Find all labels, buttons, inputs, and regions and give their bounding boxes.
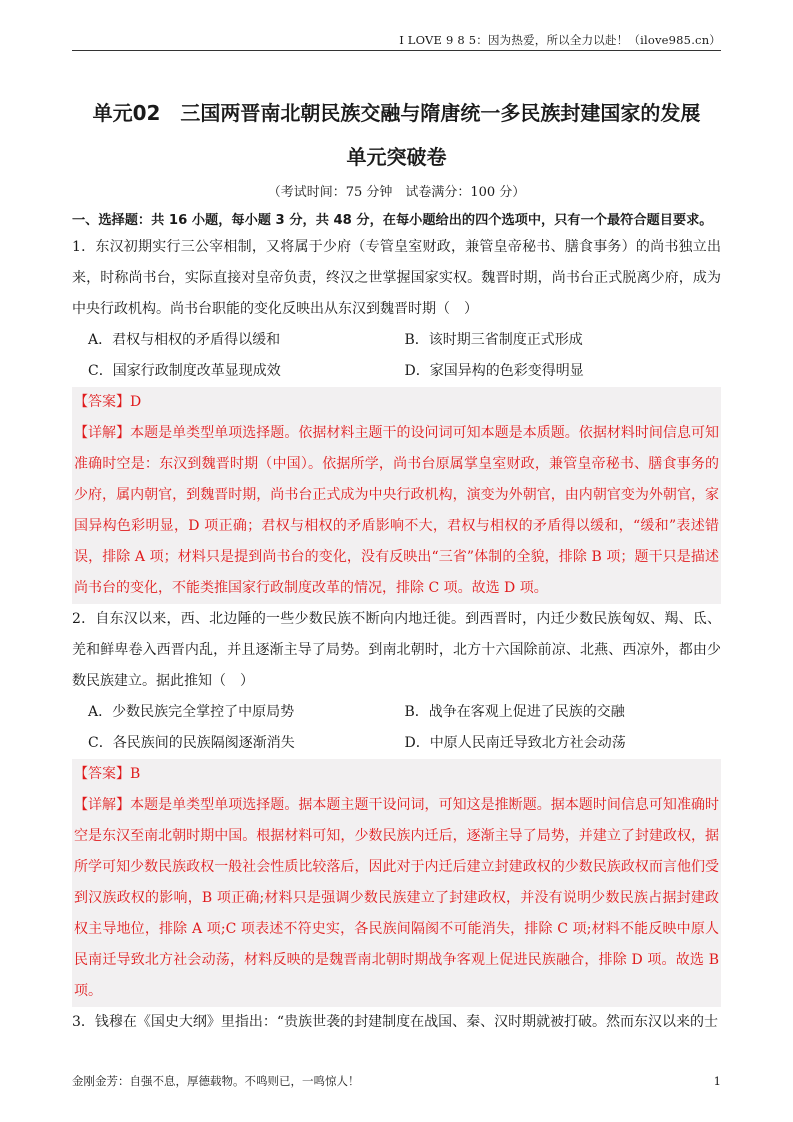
option-b: B．战争在客观上促进了民族的交融 bbox=[404, 704, 625, 720]
answer-explanation: 【详解】本题是单类型单项选择题。据本题主题干设问词，可知这是推断题。据本题时间信息可知准确时空是东汉至南北朝时期中国。根据材料可知，少数民族内迁后，逐渐主导了局势，并建立了封建政权，据所学可知少数民族政权一般社会性质比较落后，因此对于内迁后建立封建政权的少数民族政权而言他们受到汉族政权的影响，B 项正确;材料只是强调少数民族建立了封建政权，并没有说明少数民族占据封建政权主导地位，排除 A 项;C 项表述不符史实，各民族间隔阂不可能消失，排除 C 项;材料不能反映中原人民南迁导致北方社会动荡，材料反映的是魏晋南北朝时期战争客观上促进民族融合，排除 D 项。故选 B 项。 bbox=[74, 797, 719, 999]
question-3 bbox=[72, 1007, 721, 1038]
question-stem: 2．自东汉以来，西、北边陲的一些少数民族不断向内地迁徙。到西晋时，内迁少数民族匈奴、羯、氐、羌和鲜卑卷入西晋内乱，并且逐渐主导了局势。到南北朝时，北方十六国除前凉、北燕、西凉外，都由少数民族建立。据此推知（ ） bbox=[72, 611, 721, 689]
question-options bbox=[72, 697, 721, 759]
page-header bbox=[72, 30, 721, 51]
option-c: C．国家行政制度改革显现成效 bbox=[88, 363, 281, 379]
document-body bbox=[72, 210, 721, 1038]
footer-motto: 金刚金芳：自强不息，厚德载物。不鸣则已，一鸣惊人！ bbox=[72, 1074, 360, 1088]
question-1 bbox=[72, 232, 721, 604]
page-footer bbox=[72, 1072, 721, 1090]
option-d: D．中原人民南迁导致北方社会动荡 bbox=[404, 735, 626, 751]
option-b: B．该时期三省制度正式形成 bbox=[404, 332, 583, 348]
question-stem: 1．东汉初期实行三公宰相制，又将属于少府（专管皇室财政，兼管皇帝秘书、膳食事务）的尚书独立出来，时称尚书台，实际直接对皇帝负责，终汉之世掌握国家实权。魏晋时期，尚书台正式脱离少府，成为中央行政机构。尚书台职能的变化反映出从东汉到魏晋时期（ ） bbox=[72, 239, 721, 317]
header-text: I LOVE 9 8 5：因为热爱，所以全力以赴！（ilove985.cn） bbox=[399, 33, 721, 47]
option-d: D．家国异构的色彩变得明显 bbox=[404, 363, 584, 379]
document-title: 单元02 三国两晋南北朝民族交融与隋唐统一多民族封建国家的发展 bbox=[92, 101, 701, 125]
question-options bbox=[72, 325, 721, 387]
answer-label: 【答案】D bbox=[74, 394, 142, 410]
option-a: A．君权与相权的矛盾得以缓和 bbox=[88, 332, 281, 348]
question-2 bbox=[72, 604, 721, 1007]
answer-block bbox=[72, 759, 721, 1007]
document-subtitle: 单元突破卷 bbox=[346, 145, 447, 169]
page-number: 1 bbox=[713, 1074, 721, 1088]
option-a: A．少数民族完全掌控了中原局势 bbox=[88, 704, 295, 720]
section-heading: 一、选择题：共 16 小题，每小题 3 分，共 48 分，在每小题给出的四个选项中，只有一个最符合题目要求。 bbox=[72, 213, 713, 228]
exam-info: （考试时间：75 分钟 试卷满分：100 分） bbox=[267, 185, 526, 200]
answer-block bbox=[72, 387, 721, 604]
question-stem: 3．钱穆在《国史大纲》里指出：“贵族世袭的封建制度在战国、秦、汉时期就被打破。然而东汉以来的士 bbox=[72, 1014, 719, 1030]
answer-label: 【答案】B bbox=[74, 766, 141, 782]
answer-explanation: 【详解】本题是单类型单项选择题。依据材料主题干的设问词可知本题是本质题。依据材料时间信息可知准确时空是：东汉到魏晋时期（中国）。依据所学，尚书台原属掌皇室财政，兼管皇帝秘书、膳食事务的少府，属内朝官，到魏晋时期，尚书台正式成为中央行政机构，演变为外朝官，由内朝官变为外朝官，家国异构色彩明显，D 项正确；君权与相权的矛盾影响不大，君权与相权的矛盾得以缓和，“缓和”表述错误，排除 A 项；材料只是提到尚书台的变化，没有反映出“三省”体制的全貌，排除 B 项；题干只是描述尚书台的变化，不能类推国家行政制度改革的情况，排除 C 项。故选 D 项。 bbox=[74, 425, 719, 596]
option-c: C．各民族间的民族隔阂逐渐消失 bbox=[88, 735, 295, 751]
